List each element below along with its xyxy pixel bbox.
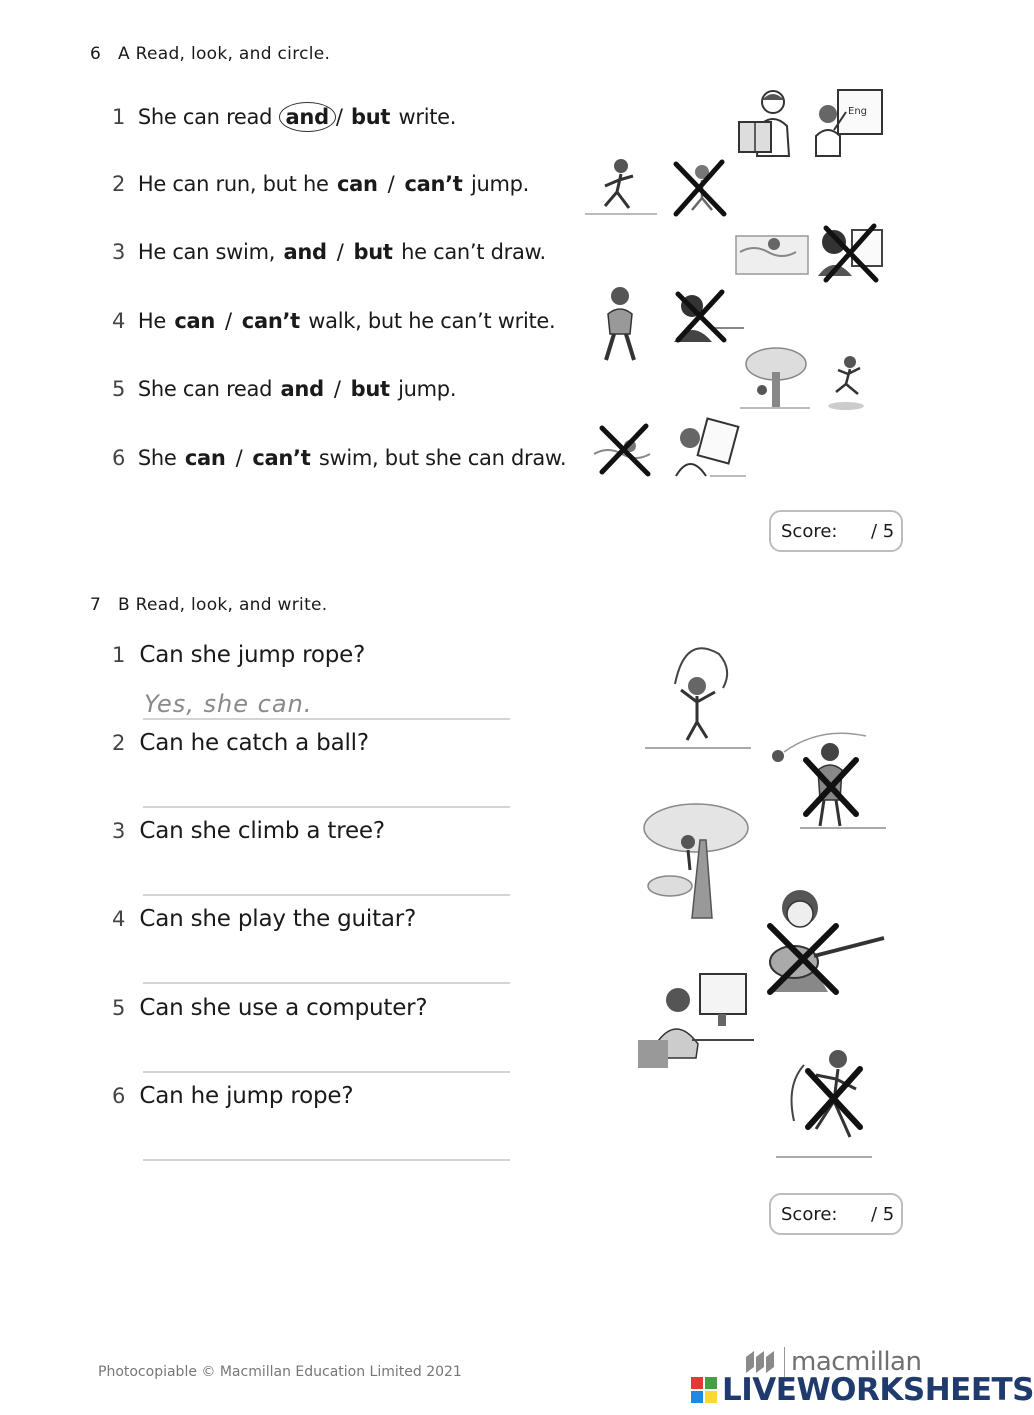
score-total: / 5 <box>871 1203 895 1225</box>
a-item-2-option-1[interactable]: can <box>337 172 378 196</box>
a-item-6-option-1[interactable]: can <box>184 446 226 470</box>
liveworksheets-watermark[interactable] <box>690 1372 1034 1408</box>
a-item-5: 5 She can read and / but jump. <box>112 377 457 401</box>
b-item-2-question: 2 Can he catch a ball? <box>112 730 369 756</box>
girl-climb-tree-image <box>640 800 752 922</box>
b-item-1-answer: Yes, she can. <box>144 690 313 718</box>
a-item-2-option-2[interactable]: can’t <box>404 172 463 196</box>
boy-writing-board-image <box>812 86 886 158</box>
a-item-3-option-1[interactable]: and <box>283 240 327 264</box>
a-item-1: 1 She can read and / but write. <box>112 102 456 132</box>
b-item-3-answer-line[interactable] <box>143 894 510 896</box>
a-item-2: 2 He can run, but he can / can’t jump. <box>112 172 530 196</box>
score-label: Score: <box>781 1203 838 1225</box>
boy-drawing-crossed-image <box>812 220 888 284</box>
girl-jumping-image <box>814 352 880 412</box>
girl-reading-image <box>735 86 805 158</box>
boy-writing-crossed-image <box>668 288 746 346</box>
girl-swimming-crossed-image <box>590 420 662 478</box>
a-item-3: 3 He can swim, and / but he can’t draw. <box>112 240 546 264</box>
a-item-5-option-2[interactable]: but <box>350 377 390 401</box>
boy-running-image <box>585 156 657 218</box>
b-item-6-question: 6 Can he jump rope? <box>112 1083 354 1109</box>
girl-guitar-crossed-image <box>758 886 888 998</box>
section-a-title: A Read, look, and circle. <box>118 44 331 64</box>
boy-walking-image <box>588 284 650 364</box>
a-item-1-option-1[interactable]: and <box>279 102 336 132</box>
svg-text:Eng: Eng <box>848 106 868 117</box>
score-total: / 5 <box>871 520 895 542</box>
a-item-6-option-2[interactable]: can’t <box>252 446 311 470</box>
b-item-5-answer-line[interactable] <box>143 1071 510 1073</box>
section-b-title: B Read, look, and write. <box>118 595 328 615</box>
girl-drawing-image <box>670 416 746 480</box>
section-b-heading <box>90 595 328 615</box>
girl-computer-image <box>636 970 754 1070</box>
a-item-4-option-2[interactable]: can’t <box>241 309 300 333</box>
a-item-5-option-1[interactable]: and <box>280 377 324 401</box>
a-item-1-option-2[interactable]: but <box>350 105 391 129</box>
score-label: Score: <box>781 520 838 542</box>
girl-reading-tree-image <box>740 346 810 412</box>
section-b-number: 7 <box>90 595 102 615</box>
a-item-6: 6 She can / can’t swim, but she can draw. <box>112 446 567 470</box>
copyright-text: Photocopiable © Macmillan Education Limited 2021 <box>98 1364 462 1380</box>
boy-jumping-crossed-image <box>668 158 734 218</box>
b-item-6-answer-line[interactable] <box>143 1159 510 1161</box>
section-a-heading <box>90 44 330 64</box>
b-item-1-answer-line[interactable] <box>143 718 510 720</box>
b-item-2-answer-line[interactable] <box>143 806 510 808</box>
b-item-4-answer-line[interactable] <box>143 982 510 984</box>
b-item-5-question: 5 Can she use a computer? <box>112 995 428 1021</box>
section-a-number: 6 <box>90 44 102 64</box>
boy-swimming-image <box>734 222 810 278</box>
boy-jump-rope-crossed-image <box>776 1045 872 1163</box>
a-item-3-option-2[interactable]: but <box>353 240 393 264</box>
a-item-4: 4 He can / can’t walk, but he can’t write. <box>112 309 556 333</box>
macmillan-brand-text: macmillan <box>791 1347 922 1377</box>
liveworksheets-text: LIVEWORKSHEETS <box>722 1372 1034 1408</box>
section-b-score-box <box>769 1193 903 1235</box>
b-item-3-question: 3 Can she climb a tree? <box>112 818 385 844</box>
boy-catch-ball-crossed-image <box>770 730 886 834</box>
b-item-1-question: 1 Can she jump rope? <box>112 642 366 668</box>
liveworksheets-logo-icon <box>690 1376 718 1404</box>
a-item-4-option-1[interactable]: can <box>174 309 216 333</box>
section-a-score-box <box>769 510 903 552</box>
b-item-4-question: 4 Can she play the guitar? <box>112 906 417 932</box>
girl-jump-rope-image <box>645 640 751 756</box>
